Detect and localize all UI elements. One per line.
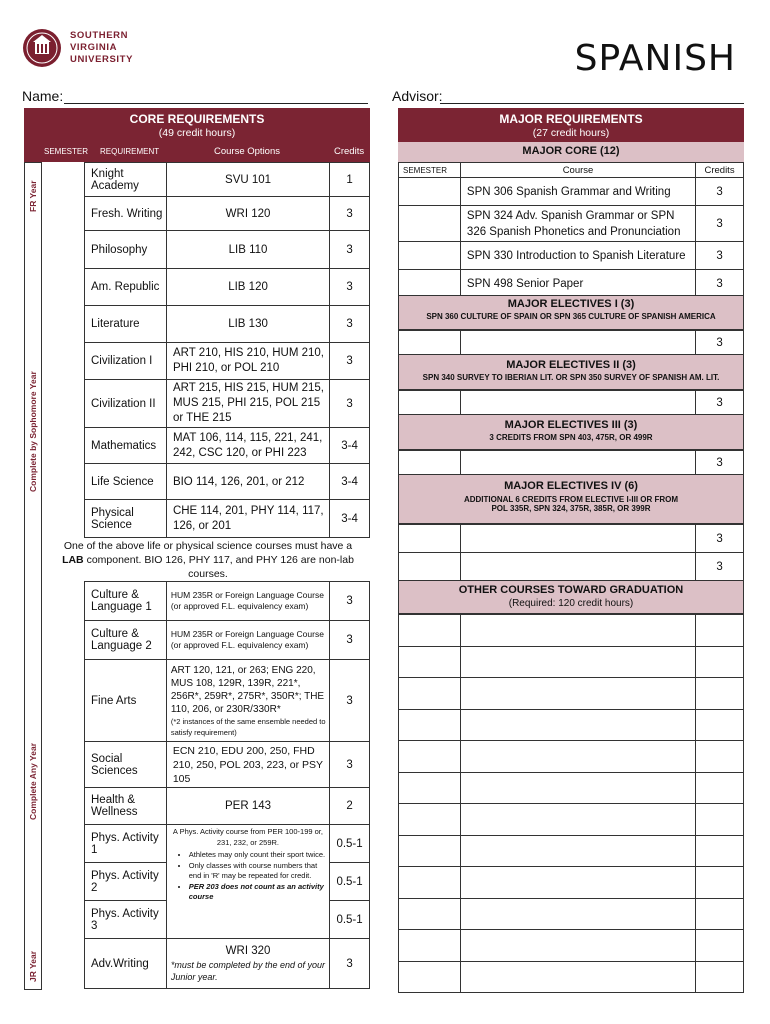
table-row <box>399 835 744 867</box>
other-courses-table <box>398 614 744 993</box>
lab-note-b: LAB <box>62 554 84 566</box>
electives-3-header <box>398 414 744 450</box>
credit-cell: 0.5-1 <box>330 825 370 863</box>
opt-cell: ECN 210, EDU 200, 250, FHD 210, 250, POL 203, 223, or PSY 105 <box>166 742 329 788</box>
lab-note-c: component. BIO 126, PHY 117, and PHY 126 are non-lab courses. <box>86 554 354 580</box>
credit-cell: 3 <box>330 660 370 742</box>
table-row <box>85 380 370 428</box>
electives-2-title: MAJOR ELECTIVES II (3) <box>506 359 636 371</box>
adv-writing-cell <box>166 939 329 989</box>
core-subtitle: (49 credit hours) <box>158 127 236 139</box>
credit-cell[interactable] <box>696 772 744 804</box>
course-cell[interactable] <box>460 835 695 867</box>
major-col-semester: SEMESTER <box>399 163 461 178</box>
credit-cell[interactable] <box>696 646 744 678</box>
credit-cell[interactable] <box>696 804 744 836</box>
credit-cell: 1 <box>330 163 370 197</box>
electives-3-sub: 3 CREDITS FROM SPN 403, 475R, OR 499R <box>489 433 653 442</box>
opt-cell: ART 210, HIS 210, HUM 210, PHI 210, or POL 210 <box>166 343 329 380</box>
other-courses-title: OTHER COURSES TOWARD GRADUATION <box>458 584 684 596</box>
course-cell[interactable] <box>460 772 695 804</box>
credit-cell: 3 <box>330 197 370 231</box>
phys-activity-table <box>84 824 370 939</box>
lab-note-a: One of the above life or physical science courses must have a <box>63 540 353 552</box>
table-row <box>85 621 370 660</box>
opt-cell: ART 215, HIS 215, HUM 215, MUS 215, PHI 215, POL 215 or THE 215 <box>166 380 329 428</box>
other-courses-header <box>398 580 744 614</box>
core-col-semester: SEMESTER <box>44 147 89 156</box>
req-health-wellness: Health & Wellness <box>85 788 167 825</box>
table-row <box>399 525 744 553</box>
semester-column <box>24 162 42 990</box>
opt-cell: BIO 114, 126, 201, or 212 <box>166 464 329 500</box>
core-col-requirement: REQUIREMENT <box>100 147 160 156</box>
university-logo <box>22 26 142 76</box>
credit-cell: 3 <box>696 331 744 355</box>
table-row <box>85 500 370 538</box>
table-row <box>399 898 744 930</box>
credit-cell[interactable] <box>696 961 744 993</box>
req-adv-writing: Adv.Writing <box>85 939 167 989</box>
opt-cell: LIB 120 <box>166 269 329 306</box>
core-col-options: Course Options <box>214 146 281 157</box>
course-cell[interactable] <box>460 451 695 475</box>
table-row <box>85 197 370 231</box>
table-row <box>399 646 744 678</box>
table-row <box>85 306 370 343</box>
table-row <box>399 709 744 741</box>
req-mathematics: Mathematics <box>85 428 167 464</box>
opt-cell: HUM 235R or Foreign Language Course (or approved F.L. equivalency exam) <box>166 621 329 660</box>
opt-cell: LIB 110 <box>166 231 329 269</box>
electives-2-table <box>398 390 744 415</box>
course-cell[interactable] <box>460 930 695 962</box>
electives-1-sub: SPN 360 CULTURE OF SPAIN OR SPN 365 CULTURE OF SPANISH AMERICA <box>426 312 716 321</box>
core-title: CORE REQUIREMENTS <box>129 112 265 126</box>
req-social-sciences: Social Sciences <box>85 742 167 788</box>
electives-4-title: MAJOR ELECTIVES IV (6) <box>504 480 638 492</box>
table-row <box>399 331 744 355</box>
semester-cell[interactable] <box>399 678 461 710</box>
logo-line-2: VIRGINIA <box>70 42 118 53</box>
core-table <box>84 162 370 538</box>
name-field[interactable] <box>64 103 368 104</box>
credit-cell: 3 <box>330 231 370 269</box>
table-row <box>85 428 370 464</box>
table-row <box>399 163 744 178</box>
major-core-table <box>398 162 744 298</box>
credit-cell: 3 <box>330 742 370 788</box>
semester-cell[interactable] <box>399 898 461 930</box>
electives-4-sub-2: POL 335R, SPN 324, 375R, 385R, OR 399R <box>491 504 651 513</box>
credit-cell: 3-4 <box>330 464 370 500</box>
table-row <box>399 553 744 581</box>
adv-writing-note: *must be completed by the end of your Junior year. <box>170 959 325 982</box>
electives-4-sub-1: ADDITIONAL 6 CREDITS FROM ELECTIVE I-III OR FROM <box>463 495 679 504</box>
req-life-science: Life Science <box>85 464 167 500</box>
table-row <box>85 343 370 380</box>
table-row <box>85 742 370 788</box>
fine-arts-options: ART 120, 121, or 263; ENG 220, MUS 108, 129R, 139R, 221*, 256R*, 259R*, 275R*, 350R*; THE 110, 206, or 230R/330R* <box>170 664 325 715</box>
major-core-title: MAJOR CORE (12) <box>398 142 744 162</box>
logo-line-3: UNIVERSITY <box>70 54 134 65</box>
table-row <box>399 615 744 647</box>
semester-cell[interactable] <box>399 867 461 899</box>
side-label-jr-year: JR Year <box>28 950 38 982</box>
table-row <box>399 242 744 270</box>
opt-cell: HUM 235R or Foreign Language Course (or approved F.L. equivalency exam) <box>166 582 329 621</box>
credit-cell[interactable] <box>696 709 744 741</box>
page-title: SPANISH <box>574 38 736 79</box>
req-fine-arts: Fine Arts <box>85 660 167 742</box>
table-row <box>85 825 370 863</box>
credit-cell[interactable] <box>696 898 744 930</box>
table-row <box>399 804 744 836</box>
phys-activity-notes <box>166 825 329 939</box>
table-row <box>85 788 370 825</box>
table-row <box>85 582 370 621</box>
electives-1-table <box>398 330 744 355</box>
credit-cell: 3-4 <box>330 500 370 538</box>
logo-line-1: SOUTHERN <box>70 30 129 41</box>
course-cell[interactable] <box>460 709 695 741</box>
credit-cell[interactable] <box>696 835 744 867</box>
course-cell[interactable] <box>460 867 695 899</box>
fine-arts-note: (*2 instances of the same ensemble needed to satisfy requirement) <box>170 716 326 737</box>
semester-cell[interactable] <box>399 835 461 867</box>
credit-cell: 3 <box>330 343 370 380</box>
credit-cell: 3 <box>696 178 744 206</box>
req-literature: Literature <box>85 306 167 343</box>
semester-cell[interactable] <box>399 242 461 270</box>
credit-cell: 3 <box>696 451 744 475</box>
opt-cell: SVU 101 <box>166 163 329 197</box>
course-cell: SPN 330 Introduction to Spanish Literature <box>460 242 695 270</box>
side-label-fr-year: FR Year <box>28 180 38 212</box>
credit-cell: 3 <box>696 270 744 298</box>
semester-cell[interactable] <box>399 709 461 741</box>
semester-cell[interactable] <box>399 930 461 962</box>
req-civilization-1: Civilization I <box>85 343 167 380</box>
core-header <box>24 108 370 142</box>
side-label-sophomore: Complete by Sophomore Year <box>28 371 38 492</box>
semester-cell[interactable] <box>399 772 461 804</box>
core-col-credits: Credits <box>334 146 365 157</box>
credit-cell: 3 <box>696 391 744 415</box>
credit-cell: 3 <box>330 269 370 306</box>
table-row <box>399 391 744 415</box>
course-cell[interactable] <box>460 678 695 710</box>
req-am-republic: Am. Republic <box>85 269 167 306</box>
credit-cell: 3 <box>330 621 370 660</box>
opt-cell: CHE 114, 201, PHY 114, 117, 126, or 201 <box>166 500 329 538</box>
table-row <box>85 660 370 742</box>
req-physical-science: Physical Science <box>85 500 167 538</box>
credit-cell: 2 <box>330 788 370 825</box>
electives-4-table <box>398 524 744 581</box>
semester-cell[interactable] <box>399 741 461 773</box>
phys-note-2: • Athletes may only count their sport twice. <box>189 850 325 861</box>
course-cell[interactable] <box>460 961 695 993</box>
req-phys-activity-2: Phys. Activity 2 <box>85 863 167 901</box>
credit-cell[interactable] <box>696 867 744 899</box>
credit-cell[interactable] <box>696 678 744 710</box>
course-cell: SPN 306 Spanish Grammar and Writing <box>460 178 695 206</box>
table-row <box>85 939 370 989</box>
credit-cell: 3 <box>330 380 370 428</box>
electives-3-title: MAJOR ELECTIVES III (3) <box>504 419 638 431</box>
semester-cell[interactable] <box>399 391 461 415</box>
major-col-credits: Credits <box>696 163 744 178</box>
semester-cell[interactable] <box>399 451 461 475</box>
credit-cell: 3 <box>330 306 370 343</box>
semester-cell[interactable] <box>399 804 461 836</box>
course-cell[interactable] <box>460 553 695 581</box>
semester-cell[interactable] <box>399 553 461 581</box>
adv-writing-table <box>84 938 370 989</box>
phys-note-3: • Only classes with course numbers that end in 'R' may be repeated for credit. <box>189 861 325 882</box>
credit-cell[interactable] <box>696 930 744 962</box>
credit-cell: 3 <box>696 525 744 553</box>
university-seal-icon <box>22 26 62 70</box>
req-culture-language-1: Culture & Language 1 <box>85 582 167 621</box>
credit-cell: 3-4 <box>330 428 370 464</box>
table-row <box>85 231 370 269</box>
req-knight-academy: Knight Academy <box>85 163 167 197</box>
req-phys-activity-1: Phys. Activity 1 <box>85 825 167 863</box>
electives-1-title: MAJOR ELECTIVES I (3) <box>507 298 635 310</box>
table-row <box>399 451 744 475</box>
req-culture-language-2: Culture & Language 2 <box>85 621 167 660</box>
course-cell: SPN 498 Senior Paper <box>460 270 695 298</box>
adv-writing-course: WRI 320 <box>225 944 271 957</box>
core-table-2 <box>84 581 370 825</box>
semester-cell[interactable] <box>399 178 461 206</box>
credit-cell[interactable] <box>696 741 744 773</box>
table-row <box>399 741 744 773</box>
electives-2-sub: SPN 340 SURVEY TO IBERIAN LIT. OR SPN 350 SURVEY OF SPANISH AM. LIT. <box>422 373 720 382</box>
major-title: MAJOR REQUIREMENTS <box>499 112 643 126</box>
course-cell[interactable] <box>460 804 695 836</box>
table-row <box>399 270 744 298</box>
table-row <box>399 678 744 710</box>
course-cell: SPN 324 Adv. Spanish Grammar or SPN 326 Spanish Phonetics and Pronunciation <box>460 206 695 242</box>
opt-cell: PER 143 <box>166 788 329 825</box>
opt-cell: LIB 130 <box>166 306 329 343</box>
credit-cell: 0.5-1 <box>330 901 370 939</box>
electives-2-header <box>398 354 744 390</box>
credit-cell: 3 <box>696 206 744 242</box>
other-courses-sub: (Required: 120 credit hours) <box>508 598 634 609</box>
course-cell[interactable] <box>460 615 695 647</box>
req-fresh-writing: Fresh. Writing <box>85 197 167 231</box>
credit-cell: 3 <box>696 553 744 581</box>
major-header <box>398 108 744 142</box>
name-label: Name: <box>22 88 64 104</box>
credit-cell: 3 <box>330 939 370 989</box>
major-subtitle: (27 credit hours) <box>532 127 610 139</box>
credit-cell[interactable] <box>696 615 744 647</box>
course-cell[interactable] <box>460 331 695 355</box>
major-col-course: Course <box>460 163 695 178</box>
table-row <box>399 772 744 804</box>
semester-cell[interactable] <box>399 961 461 993</box>
course-cell[interactable] <box>460 898 695 930</box>
electives-1-header <box>398 295 744 330</box>
table-row <box>85 464 370 500</box>
electives-3-table <box>398 450 744 475</box>
lab-note <box>60 539 356 581</box>
opt-cell: WRI 120 <box>166 197 329 231</box>
semester-cell[interactable] <box>399 646 461 678</box>
semester-cell[interactable] <box>399 206 461 242</box>
phys-note-1: A Phys. Activity course from PER 100-199 or, 231, 232, or 259R. <box>172 827 323 847</box>
credit-cell: 0.5-1 <box>330 863 370 901</box>
advisor-field[interactable] <box>440 103 744 104</box>
course-cell[interactable] <box>460 741 695 773</box>
semester-cell[interactable] <box>399 615 461 647</box>
semester-cell[interactable] <box>399 525 461 553</box>
table-row <box>85 163 370 197</box>
core-column-header <box>24 142 370 162</box>
table-row <box>399 867 744 899</box>
table-row <box>399 961 744 993</box>
opt-cell-fine-arts <box>166 660 329 742</box>
side-label-any-year: Complete Any Year <box>28 742 38 820</box>
course-cell[interactable] <box>460 646 695 678</box>
opt-cell: MAT 106, 114, 115, 221, 241, 242, CSC 120, or PHI 223 <box>166 428 329 464</box>
req-philosophy: Philosophy <box>85 231 167 269</box>
semester-cell[interactable] <box>399 331 461 355</box>
credit-cell: 3 <box>330 582 370 621</box>
req-civilization-2: Civilization II <box>85 380 167 428</box>
phys-note-4: • PER 203 does not count as an activity course <box>189 882 325 903</box>
semester-cell[interactable] <box>399 270 461 298</box>
course-cell[interactable] <box>460 525 695 553</box>
table-row <box>85 269 370 306</box>
req-phys-activity-3: Phys. Activity 3 <box>85 901 167 939</box>
table-row <box>399 178 744 206</box>
electives-4-header <box>398 474 744 524</box>
credit-cell: 3 <box>696 242 744 270</box>
table-row <box>399 930 744 962</box>
advisor-label: Advisor: <box>392 88 443 104</box>
course-cell[interactable] <box>460 391 695 415</box>
table-row <box>399 206 744 242</box>
